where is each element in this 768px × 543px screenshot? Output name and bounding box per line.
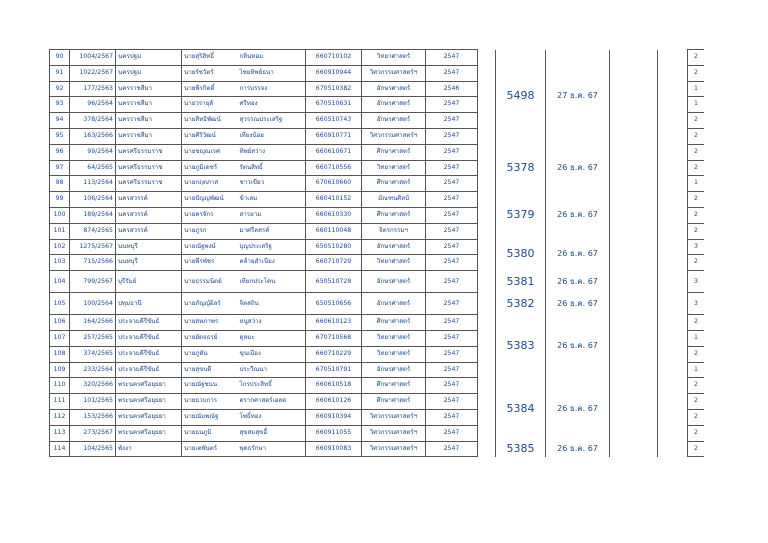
name-title: นายยัดจธรย์ xyxy=(182,330,238,346)
department: วิทยาศาสตร์ xyxy=(362,346,426,362)
student-id: 670510382 xyxy=(306,81,362,97)
document-number: 177/2563 xyxy=(70,81,116,97)
name-title: นายครจักร xyxy=(182,207,238,223)
province: พระนครศรีอยุธยา xyxy=(116,409,182,425)
quantity: 2 xyxy=(688,441,705,457)
year: 2547 xyxy=(426,239,478,255)
student-id: 660710556 xyxy=(306,160,362,176)
row-number: 104 xyxy=(50,271,70,293)
document-number: 96/2564 xyxy=(70,97,116,113)
empty-cell xyxy=(610,441,658,457)
student-id: 660710102 xyxy=(306,50,362,66)
row-number: 94 xyxy=(50,113,70,129)
year: 2547 xyxy=(426,65,478,81)
name-title: นายธวบการ xyxy=(182,394,238,410)
surname: สุขสมสุขอี้ xyxy=(238,425,306,441)
student-id: 670510631 xyxy=(306,97,362,113)
province: ประจวบคีรีขันธ์ xyxy=(116,362,182,378)
quantity: 1 xyxy=(688,97,705,113)
empty-cell xyxy=(658,271,688,293)
group-date: 26 ธ.ค. 67 xyxy=(546,378,610,441)
document-number: 233/2564 xyxy=(70,362,116,378)
student-id: 660610123 xyxy=(306,315,362,331)
student-id: 660510743 xyxy=(306,113,362,129)
surname: ทิพย์สว่าง xyxy=(238,144,306,160)
quantity: 2 xyxy=(688,255,705,271)
quantity: 2 xyxy=(688,315,705,331)
department: ศึกษาศาสตร์ xyxy=(362,144,426,160)
group-date: 26 ธ.ค. 67 xyxy=(546,315,610,378)
empty-cell xyxy=(610,192,658,239)
document-number: 164/2566 xyxy=(70,315,116,331)
empty-cell xyxy=(658,239,688,271)
department: จิตรกรรมฯ xyxy=(362,223,426,239)
department: วิศวกรรมศาสตร์ฯ xyxy=(362,128,426,144)
spreadsheet-page xyxy=(49,49,704,479)
surname: สุวรรณประเสริฐ xyxy=(238,113,306,129)
row-number: 101 xyxy=(50,223,70,239)
student-id: 660110048 xyxy=(306,223,362,239)
department: อักษรศาสตร์ xyxy=(362,97,426,113)
row-number: 109 xyxy=(50,362,70,378)
year: 2547 xyxy=(426,409,478,425)
name-title: นายณัมพณัฐ xyxy=(182,409,238,425)
group-code: 5498 xyxy=(496,50,546,145)
table-row xyxy=(50,144,705,160)
province: นครราชสีมา xyxy=(116,128,182,144)
table-row xyxy=(50,271,705,293)
year: 2547 xyxy=(426,176,478,192)
empty-cell xyxy=(610,50,658,145)
student-id: 660910944 xyxy=(306,65,362,81)
year: 2547 xyxy=(426,160,478,176)
name-title: นายณัฐชนน xyxy=(182,378,238,394)
student-id: 660910771 xyxy=(306,128,362,144)
surname: มาศรีลสรค์ xyxy=(238,223,306,239)
department: วิศวกรรมศาสตร์ฯ xyxy=(362,441,426,457)
empty-cell xyxy=(658,441,688,457)
year: 2547 xyxy=(426,207,478,223)
empty-cell xyxy=(610,239,658,271)
quantity: 2 xyxy=(688,128,705,144)
department: วิทยาศาสตร์ xyxy=(362,255,426,271)
department: ศึกษาศาสตร์ xyxy=(362,378,426,394)
year: 2547 xyxy=(426,346,478,362)
document-number: 104/2565 xyxy=(70,441,116,457)
document-number: 189/2564 xyxy=(70,207,116,223)
province: นนทบุรี xyxy=(116,239,182,255)
department: วิทยาศาสตร์ xyxy=(362,50,426,66)
quantity: 2 xyxy=(688,394,705,410)
quantity: 2 xyxy=(688,65,705,81)
surname: ดุลมะ xyxy=(238,330,306,346)
surname: ตรากศาสตร์เอลด xyxy=(238,394,306,410)
document-number: 257/2565 xyxy=(70,330,116,346)
group-code: 5378 xyxy=(496,144,546,191)
group-date: 26 ธ.ค. 67 xyxy=(546,144,610,191)
quantity: 2 xyxy=(688,346,705,362)
surname: คล้ายสำเนียง xyxy=(238,255,306,271)
group-date: 26 ธ.ค. 67 xyxy=(546,271,610,293)
province: ปทุมธานี xyxy=(116,293,182,315)
name-title: นายภัญญ์ผิลร์ xyxy=(182,293,238,315)
name-title: นายธนภูมิ xyxy=(182,425,238,441)
year: 2547 xyxy=(426,97,478,113)
name-title: นายพีรกิตติ์ xyxy=(182,81,238,97)
quantity: 2 xyxy=(688,207,705,223)
quantity: 2 xyxy=(688,425,705,441)
province: ประจวบคีรีขันธ์ xyxy=(116,346,182,362)
student-id: 650510280 xyxy=(306,239,362,255)
quantity: 2 xyxy=(688,144,705,160)
student-id: 670610660 xyxy=(306,176,362,192)
name-title: นายเตพันตร์ xyxy=(182,441,238,457)
year: 2547 xyxy=(426,315,478,331)
table-row xyxy=(50,315,705,331)
year: 2547 xyxy=(426,330,478,346)
row-number: 107 xyxy=(50,330,70,346)
group-date: 27 ธ.ค. 67 xyxy=(546,50,610,145)
province: นครศรีธรรมราช xyxy=(116,176,182,192)
surname: ไชยทิพย์ธนา xyxy=(238,65,306,81)
province: พระนครศรีอยุธยา xyxy=(116,378,182,394)
surname: พุดธรักษา xyxy=(238,441,306,457)
quantity: 2 xyxy=(688,113,705,129)
province: ประจวบคีรีขันธ์ xyxy=(116,315,182,331)
row-number: 92 xyxy=(50,81,70,97)
province: นครปฐม xyxy=(116,50,182,66)
year: 2547 xyxy=(426,255,478,271)
student-id: 660911055 xyxy=(306,425,362,441)
year: 2547 xyxy=(426,128,478,144)
group-code: 5382 xyxy=(496,293,546,315)
empty-cell xyxy=(610,378,658,441)
province: บุรีรัมย์ xyxy=(116,271,182,293)
row-number: 97 xyxy=(50,160,70,176)
province: พังงา xyxy=(116,441,182,457)
table-row xyxy=(50,50,705,66)
spacer-cell xyxy=(478,239,496,271)
empty-cell xyxy=(610,293,658,315)
student-id: 660910394 xyxy=(306,409,362,425)
department: ศึกษาศาสตร์ xyxy=(362,315,426,331)
student-id: 660610671 xyxy=(306,144,362,160)
department: อักษรศาสตร์ xyxy=(362,239,426,255)
year: 2547 xyxy=(426,271,478,293)
year: 2546 xyxy=(426,81,478,97)
table-row xyxy=(50,378,705,394)
student-id: 660610126 xyxy=(306,394,362,410)
department: ศึกษาศาสตร์ xyxy=(362,176,426,192)
group-code: 5385 xyxy=(496,441,546,457)
group-code: 5379 xyxy=(496,192,546,239)
name-title: นายภูรก xyxy=(182,223,238,239)
document-number: 874/2565 xyxy=(70,223,116,239)
table-row xyxy=(50,239,705,255)
name-title: นายภูตัน xyxy=(182,346,238,362)
group-code: 5381 xyxy=(496,271,546,293)
surname: การบรรจง xyxy=(238,81,306,97)
department: อักษรศาสตร์ xyxy=(362,81,426,97)
department: วิศวกรรมศาสตร์ฯ xyxy=(362,409,426,425)
student-id: 660910083 xyxy=(306,441,362,457)
group-date: 26 ธ.ค. 67 xyxy=(546,192,610,239)
province: นครปฐม xyxy=(116,65,182,81)
quantity: 1 xyxy=(688,362,705,378)
department: ศึกษาศาสตร์ xyxy=(362,207,426,223)
quantity: 3 xyxy=(688,239,705,255)
quantity: 3 xyxy=(688,271,705,293)
year: 2547 xyxy=(426,293,478,315)
document-number: 1275/2567 xyxy=(70,239,116,255)
document-number: 106/2564 xyxy=(70,192,116,208)
quantity: 2 xyxy=(688,409,705,425)
name-title: นายสิทธิพัฒน์ xyxy=(182,113,238,129)
department: อักษรศาสตร์ xyxy=(362,362,426,378)
group-code: 5384 xyxy=(496,378,546,441)
surname: สารยาม xyxy=(238,207,306,223)
department: อักษรศาสตร์ xyxy=(362,293,426,315)
quantity: 2 xyxy=(688,223,705,239)
row-number: 108 xyxy=(50,346,70,362)
year: 2547 xyxy=(426,50,478,66)
surname: ขุนเมือง xyxy=(238,346,306,362)
student-id: 660610518 xyxy=(306,378,362,394)
group-date: 26 ธ.ค. 67 xyxy=(546,293,610,315)
row-number: 110 xyxy=(50,378,70,394)
surname: จิตสถิน xyxy=(238,293,306,315)
row-number: 111 xyxy=(50,394,70,410)
year: 2547 xyxy=(426,394,478,410)
name-title: นายพีรพัชร xyxy=(182,255,238,271)
year: 2547 xyxy=(426,223,478,239)
province: นครศรีธรรมราช xyxy=(116,144,182,160)
name-title: นายธรรมนิตย์ xyxy=(182,271,238,293)
department: วิศวกรรมศาสตร์ฯ xyxy=(362,65,426,81)
empty-cell xyxy=(610,315,658,378)
year: 2547 xyxy=(426,192,478,208)
surname: ศรีทอง xyxy=(238,97,306,113)
province: นครสวรรค์ xyxy=(116,223,182,239)
group-date: 26 ธ.ค. 67 xyxy=(546,441,610,457)
document-number: 320/2566 xyxy=(70,378,116,394)
name-title: นายชญุณเรศ xyxy=(182,144,238,160)
document-number: 1022/2567 xyxy=(70,65,116,81)
document-number: 799/2567 xyxy=(70,271,116,293)
empty-cell xyxy=(658,50,688,145)
surname: ข้าเลม xyxy=(238,192,306,208)
group-date: 26 ธ.ค. 67 xyxy=(546,239,610,271)
province: นครราชสีมา xyxy=(116,81,182,97)
year: 2547 xyxy=(426,362,478,378)
student-id: 660410152 xyxy=(306,192,362,208)
name-title: นายภูมิเดชร์ xyxy=(182,160,238,176)
row-number: 96 xyxy=(50,144,70,160)
year: 2547 xyxy=(426,425,478,441)
department: ศึกษาศาสตร์ xyxy=(362,394,426,410)
document-number: 101/2565 xyxy=(70,394,116,410)
table-row xyxy=(50,293,705,315)
surname: ประวีณนา xyxy=(238,362,306,378)
province: นครสวรรค์ xyxy=(116,207,182,223)
spacer-cell xyxy=(478,50,496,145)
document-number: 100/2564 xyxy=(70,293,116,315)
row-number: 95 xyxy=(50,128,70,144)
student-id: 660610330 xyxy=(306,207,362,223)
department: วิศวกรรมศาสตร์ฯ xyxy=(362,425,426,441)
surname: รัตนสิทธิ์ xyxy=(238,160,306,176)
group-code: 5380 xyxy=(496,239,546,271)
surname: เที่ยงน้อย xyxy=(238,128,306,144)
document-number: 715/2566 xyxy=(70,255,116,271)
document-number: 378/2564 xyxy=(70,113,116,129)
student-id: 650510656 xyxy=(306,293,362,315)
surname: บุญประเสริฐ xyxy=(238,239,306,255)
document-number: 64/2565 xyxy=(70,160,116,176)
row-number: 105 xyxy=(50,293,70,315)
name-title: นายกฤตภาส xyxy=(182,176,238,192)
name-title: นายสหภาพร xyxy=(182,315,238,331)
row-number: 91 xyxy=(50,65,70,81)
year: 2547 xyxy=(426,441,478,457)
student-id: 670510791 xyxy=(306,362,362,378)
row-number: 100 xyxy=(50,207,70,223)
province: พระนครศรีอยุธยา xyxy=(116,425,182,441)
empty-cell xyxy=(658,144,688,191)
spacer-cell xyxy=(478,144,496,191)
empty-cell xyxy=(658,378,688,441)
quantity: 2 xyxy=(688,192,705,208)
document-number: 153/2566 xyxy=(70,409,116,425)
row-number: 113 xyxy=(50,425,70,441)
empty-cell xyxy=(610,271,658,293)
quantity: 1 xyxy=(688,330,705,346)
quantity: 2 xyxy=(688,50,705,66)
spacer-cell xyxy=(478,315,496,378)
row-number: 106 xyxy=(50,315,70,331)
row-number: 90 xyxy=(50,50,70,66)
row-number: 114 xyxy=(50,441,70,457)
name-title: นายวรายุส์ xyxy=(182,97,238,113)
document-number: 374/2565 xyxy=(70,346,116,362)
quantity: 1 xyxy=(688,176,705,192)
table-row xyxy=(50,192,705,208)
empty-cell xyxy=(658,192,688,239)
department: อักษรศาสตร์ xyxy=(362,271,426,293)
spacer-cell xyxy=(478,378,496,441)
year: 2547 xyxy=(426,378,478,394)
quantity: 2 xyxy=(688,160,705,176)
records-table xyxy=(49,49,704,457)
spacer-cell xyxy=(478,441,496,457)
student-id: 650510728 xyxy=(306,271,362,293)
spacer-cell xyxy=(478,271,496,293)
surname: กลิ่นหอม xyxy=(238,50,306,66)
empty-cell xyxy=(610,144,658,191)
department: อักษรศาสตร์ xyxy=(362,113,426,129)
table-row xyxy=(50,441,705,457)
quantity: 3 xyxy=(688,293,705,315)
row-number: 93 xyxy=(50,97,70,113)
empty-cell xyxy=(658,315,688,378)
spacer-cell xyxy=(478,192,496,239)
row-number: 98 xyxy=(50,176,70,192)
province: ประจวบคีรีขันธ์ xyxy=(116,330,182,346)
province: นครราชสีมา xyxy=(116,97,182,113)
province: นครราชสีมา xyxy=(116,113,182,129)
year: 2547 xyxy=(426,113,478,129)
row-number: 102 xyxy=(50,239,70,255)
row-number: 99 xyxy=(50,192,70,208)
student-id: 670710568 xyxy=(306,330,362,346)
row-number: 103 xyxy=(50,255,70,271)
name-title: นายสุริสิทธิ์ xyxy=(182,50,238,66)
quantity: 1 xyxy=(688,81,705,97)
surname: เทียกประโคน xyxy=(238,271,306,293)
province: นนทบุรี xyxy=(116,255,182,271)
student-id: 660710729 xyxy=(306,255,362,271)
surname: ไกรประสิทธิ์ xyxy=(238,378,306,394)
department: วิทยาศาสตร์ xyxy=(362,330,426,346)
surname: ชาวเขียว xyxy=(238,176,306,192)
name-title: นายสุขบดี xyxy=(182,362,238,378)
document-number: 113/2564 xyxy=(70,176,116,192)
surname: โพธิ์ทอง xyxy=(238,409,306,425)
name-title: นายณัฐพงษ์ xyxy=(182,239,238,255)
name-title: นายรัชวัตร์ xyxy=(182,65,238,81)
name-title: นายศิริวัฒน์ xyxy=(182,128,238,144)
student-id: 660710229 xyxy=(306,346,362,362)
group-code: 5383 xyxy=(496,315,546,378)
surname: หนูสว่าง xyxy=(238,315,306,331)
document-number: 163/2566 xyxy=(70,128,116,144)
department: วิทยาศาสตร์ xyxy=(362,160,426,176)
quantity: 2 xyxy=(688,378,705,394)
document-number: 1004/2567 xyxy=(70,50,116,66)
province: นครสวรรค์ xyxy=(116,192,182,208)
row-number: 112 xyxy=(50,409,70,425)
department: มัณฑนศิลป์ xyxy=(362,192,426,208)
name-title: นายปัญญพัฒน์ xyxy=(182,192,238,208)
province: พระนครศรีอยุธยา xyxy=(116,394,182,410)
document-number: 273/2567 xyxy=(70,425,116,441)
spacer-cell xyxy=(478,293,496,315)
document-number: 99/2564 xyxy=(70,144,116,160)
empty-cell xyxy=(658,293,688,315)
province: นครศรีธรรมราช xyxy=(116,160,182,176)
year: 2547 xyxy=(426,144,478,160)
